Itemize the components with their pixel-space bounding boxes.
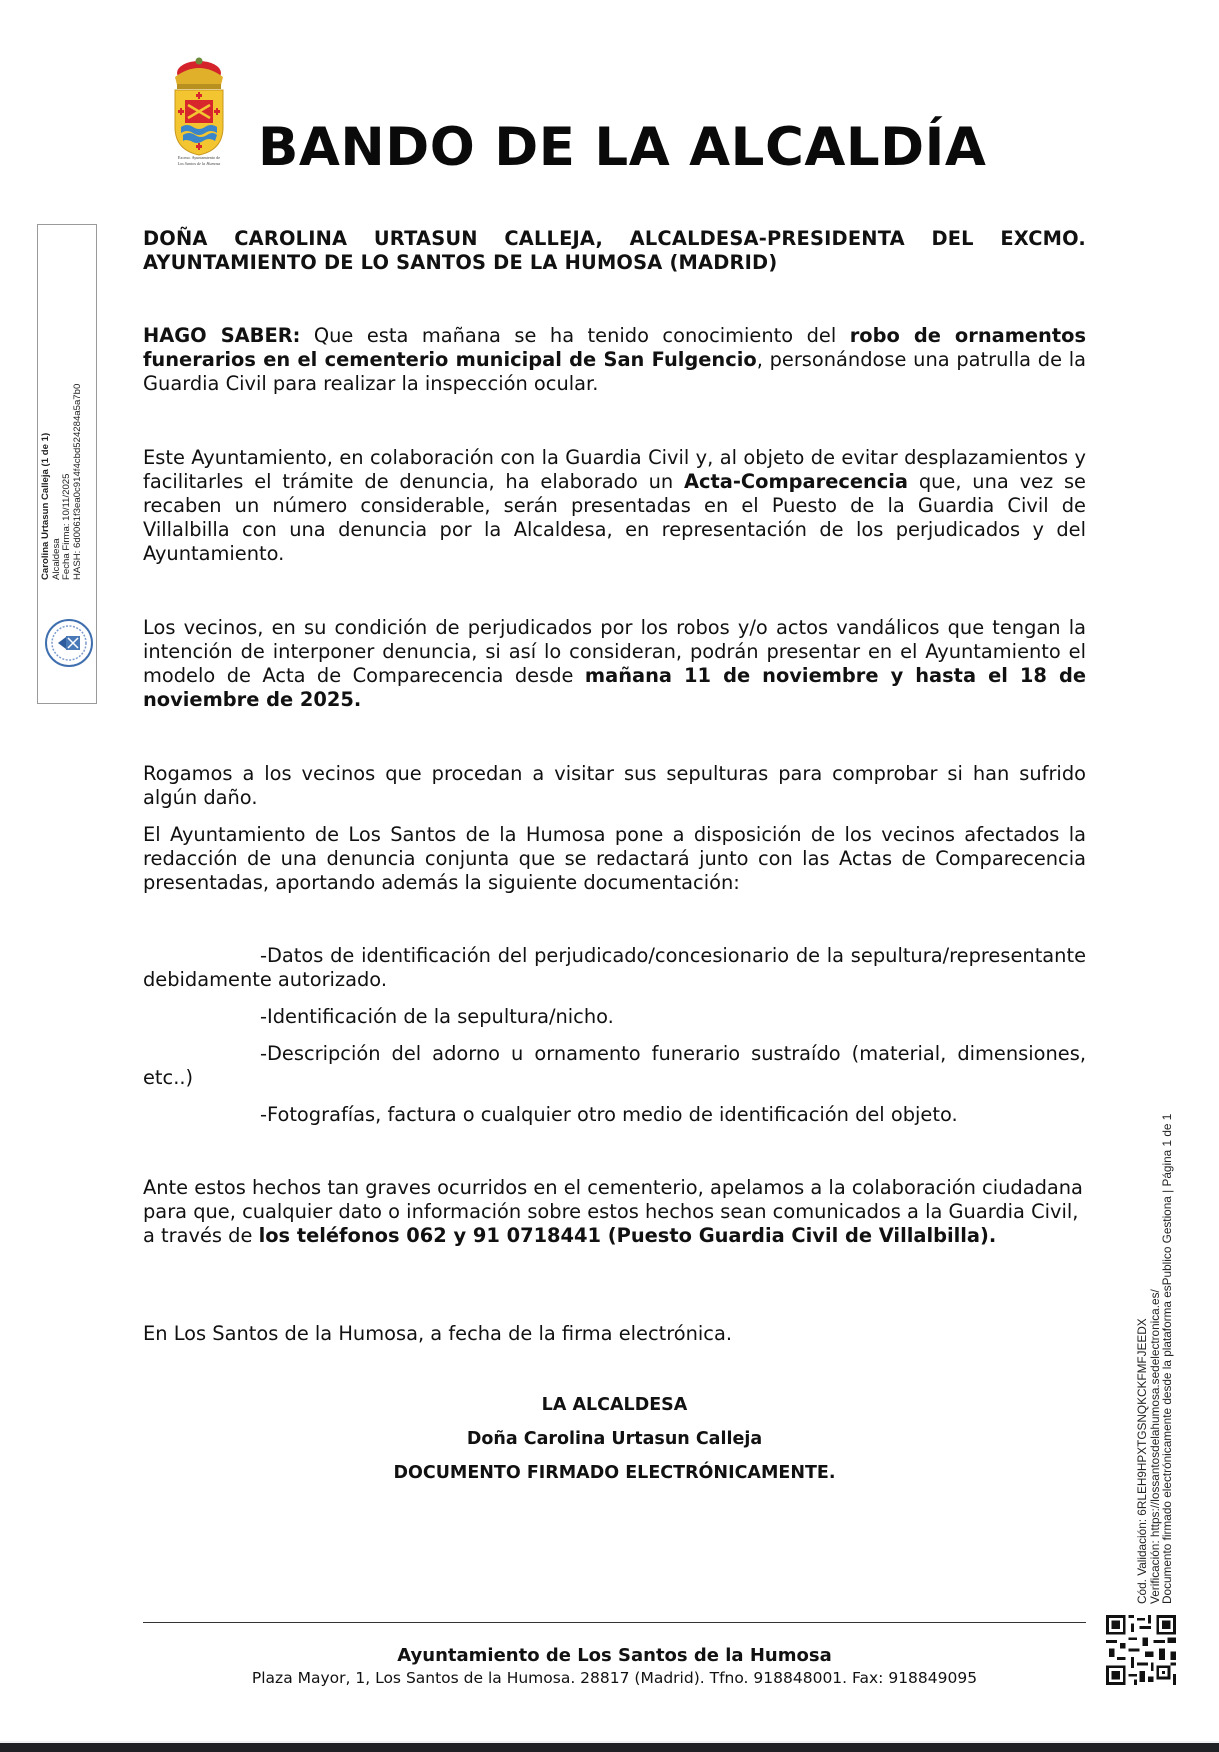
p1-text-2: , personándose una patrulla de la Guardia Civil para realizar la inspección ocular.	[143, 348, 1086, 395]
footer-organization: Ayuntamiento de Los Santos de la Humosa	[397, 1645, 832, 1666]
p1-text-1: Que esta mañana se ha tenido conocimiento del	[300, 324, 850, 347]
stamp-role: Alcaldesa	[50, 538, 62, 580]
paragraph-acta-comparecencia	[143, 446, 1086, 566]
crest-caption-1: Excmo. Ayuntamiento de	[177, 155, 221, 160]
stamp-signer: Carolina Urtasun Calleja (1 de 1)	[40, 432, 51, 580]
paragraph-place-date: En Los Santos de la Humosa, a fecha de la firma electrónica.	[143, 1322, 732, 1345]
list-item: -Fotografías, factura o cualquier otro medio de identificación del objeto.	[260, 1103, 958, 1126]
stamp-hash: HASH: 6d0061f3ea0c914f4cbd524284a5a7b0	[71, 383, 83, 580]
p1-bold-1: robo de ornamentos funerarios en el cementerio municipal de San Fulgencio	[143, 324, 1086, 371]
p3-bold-1: mañana 11 de noviembre y hasta el 18 de noviembre de 2025.	[143, 664, 1086, 711]
list-item: -Identificación de la sepultura/nicho.	[260, 1005, 614, 1028]
paragraph-visit-graves: Rogamos a los vecinos que procedan a visitar sus sepulturas para comprobar si han sufrido algún daño.	[143, 762, 1086, 809]
paragraph-dates	[143, 616, 1086, 712]
official-seal-icon	[44, 618, 94, 668]
validation-code: Cód. Validación: 6RLEH9HPXTGSNQKCKFMFJEEDX	[1135, 1318, 1149, 1604]
qr-code-icon	[1106, 1615, 1176, 1685]
p3-text-1: Los vecinos, en su condición de perjudicados por los robos y/o actos vandálicos que tengan la intención de interponer denuncia, si así lo consideran, podrán presentar en el Ayuntamiento el modelo de Acta de Comparecencia desde	[143, 616, 1086, 687]
p2-bold-1: Acta-Comparecencia	[684, 470, 909, 493]
addressee-heading: DOÑA CAROLINA URTASUN CALLEJA, ALCALDESA-PRESIDENTA DEL EXCMO. AYUNTAMIENTO DE LO SANTOS DE LA HUMOSA (MADRID)	[143, 227, 1086, 274]
list-item: -Descripción del adorno u ornamento funerario sustraído (material, dimensiones, etc..)	[143, 1042, 1086, 1089]
signature-role: LA ALCALDESA	[541, 1395, 688, 1415]
coat-of-arms-icon	[163, 55, 235, 168]
crest-caption-2: Los Santos de la Humosa	[177, 161, 221, 166]
platform-note: Documento firmado electrónicamente desde la plataforma esPublico Gestiona | Página 1 de 1	[1160, 1113, 1175, 1604]
signature-note: DOCUMENTO FIRMADO ELECTRÓNICAMENTE.	[393, 1463, 836, 1483]
verification-url[interactable]: Verificación: https://lossantosdelahumosa.sedelectronica.es/	[1147, 1289, 1162, 1604]
p2-text-1: Este Ayuntamiento, en colaboración con la Guardia Civil y, al objeto de evitar desplazamientos y facilitarles el trámite de denuncia, ha elaborado un	[143, 446, 1086, 493]
hago-saber-label: HAGO SABER:	[143, 324, 301, 347]
stamp-date: Fecha Firma: 10/11/2025	[61, 473, 72, 580]
p6-text-1: Ante estos hechos tan graves ocurridos en el cementerio, apelamos a la colaboración ciudadana para que, cualquier dato o información sobre estos hechos sean comunicados a la Guardia Civil, a través de	[143, 1176, 1083, 1247]
paragraph-hago-saber	[143, 324, 1086, 396]
footer-address: Plaza Mayor, 1, Los Santos de la Humosa. 28817 (Madrid). Tfno. 918848001. Fax: 918849095	[251, 1669, 978, 1687]
document-title: BANDO DE LA ALCALDÍA	[258, 117, 987, 178]
signature-stamp-text	[41, 384, 83, 580]
footer-divider	[143, 1622, 1086, 1623]
signature-name: Doña Carolina Urtasun Calleja	[466, 1429, 763, 1449]
list-item: -Datos de identificación del perjudicado/concesionario de la sepultura/representante debidamente autorizado.	[143, 944, 1086, 991]
paragraph-collaboration	[143, 1176, 1086, 1248]
viewer-bottom-bar	[0, 1741, 1219, 1752]
p2-text-2: que, una vez se recaben un número considerable, serán presentadas en el Puesto de la Guardia Civil de Villalbilla con una denuncia por la Alcaldesa, en representación de los perjudicados y del Ayuntamiento.	[143, 470, 1086, 565]
p6-phone-numbers: los teléfonos 062 y 91 0718441 (Puesto Guardia Civil de Villalbilla).	[258, 1224, 997, 1247]
paragraph-joint-complaint: El Ayuntamiento de Los Santos de la Humosa pone a disposición de los vecinos afectados la redacción de una denuncia conjunta que se redactará junto con las Actas de Comparecencia presentadas, aportando además la siguiente documentación:	[143, 823, 1086, 894]
validation-margin-text	[1136, 1114, 1174, 1604]
